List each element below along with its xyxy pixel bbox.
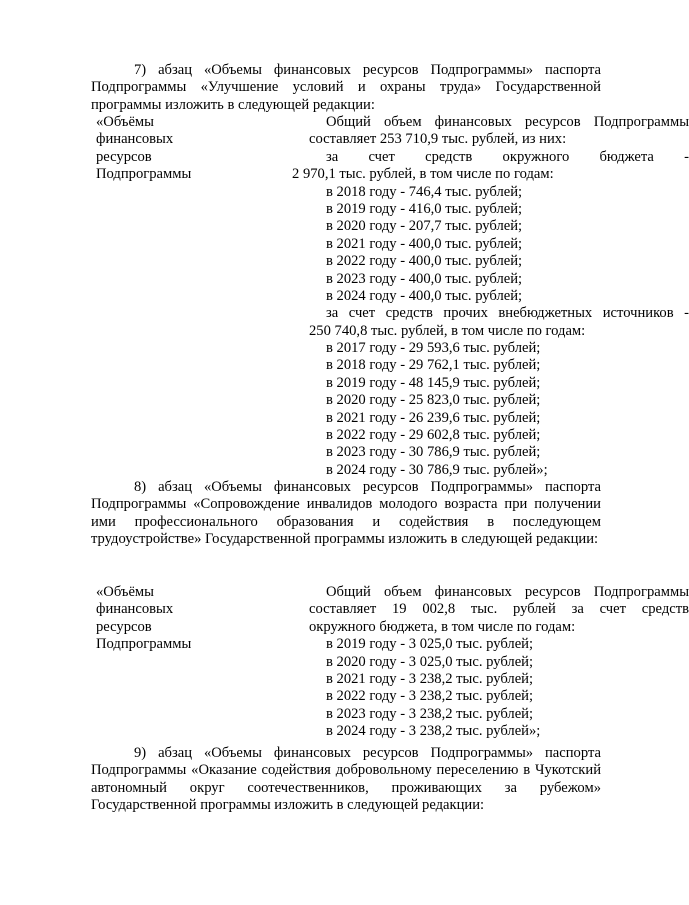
table7-line: в 2024 году - 30 786,9 тыс. рублей»;: [326, 461, 548, 478]
table7-line: в 2021 году - 400,0 тыс. рублей;: [326, 235, 523, 252]
paragraph-9: [91, 745, 601, 815]
table7-line: в 2017 году - 29 593,6 тыс. рублей;: [326, 340, 541, 357]
table7-line: в 2020 году - 207,7 тыс. рублей;: [326, 218, 523, 235]
table7-label-line: «Объёмы: [96, 114, 154, 130]
paragraph-8-text: 8) абзац «Объемы финансовых ресурсов Подпрограммы» паспорта Подпрограммы «Сопровождение инвалидов молодого возраста при получении ими профессионального образования и содействия в последующем трудоустройстве» Государственной программы изложить в следующей редакции:: [91, 479, 601, 548]
table7-line: Общий объем финансовых ресурсов Подпрограммы: [326, 114, 689, 130]
table7-line: в 2018 году - 29 762,1 тыс. рублей;: [326, 357, 541, 374]
table8-line: в 2019 году - 3 025,0 тыс. рублей;: [326, 636, 534, 653]
table8-line: в 2023 году - 3 238,2 тыс. рублей;: [326, 705, 534, 722]
table7-line: составляет 253 710,9 тыс. рублей, из них:: [309, 131, 567, 148]
table7-line: 2 970,1 тыс. рублей, в том числе по годам:: [292, 166, 554, 183]
table8-line: в 2020 году - 3 025,0 тыс. рублей;: [326, 653, 534, 670]
financing-table-7: [91, 114, 689, 479]
table7-line: за счет средств окружного бюджета -: [326, 148, 689, 165]
table7-line: в 2022 году - 29 602,8 тыс. рублей;: [326, 427, 541, 444]
table8-line: в 2021 году - 3 238,2 тыс. рублей;: [326, 670, 534, 687]
paragraph-8: [91, 479, 601, 549]
table7-line: в 2018 году - 746,4 тыс. рублей;: [326, 183, 523, 200]
table8-line: Общий объем финансовых ресурсов Подпрограммы: [326, 584, 689, 600]
table8-line: составляет 19 002,8 тыс. рублей за счет средств: [309, 601, 689, 618]
table7-line: в 2022 году - 400,0 тыс. рублей;: [326, 253, 523, 270]
paragraph-9-text: 9) абзац «Объемы финансовых ресурсов Подпрограммы» паспорта Подпрограммы «Оказание содействия добровольному переселению в Чукотский автономный округ соотечественников, проживающих за рубежом» Государственной программы изложить в следующей редакции:: [91, 745, 601, 814]
table8-label-line: «Объёмы: [96, 584, 154, 600]
table8-label-line: Подпрограммы: [96, 636, 192, 653]
table7-line: в 2021 году - 26 239,6 тыс. рублей;: [326, 409, 541, 426]
table7-line: в 2023 году - 30 786,9 тыс. рублей;: [326, 444, 541, 461]
table8-line: в 2022 году - 3 238,2 тыс. рублей;: [326, 688, 534, 705]
table7-line: за счет средств прочих внебюджетных источников -: [326, 305, 689, 322]
financing-table-8: [91, 584, 689, 741]
table8-label-line: финансовых: [96, 601, 174, 618]
table8-line: в 2024 году - 3 238,2 тыс. рублей»;: [326, 723, 541, 740]
table7-label-line: Подпрограммы: [96, 166, 192, 183]
table7-line: 250 740,8 тыс. рублей, в том числе по годам:: [309, 322, 586, 339]
table7-label-line: финансовых: [96, 131, 174, 148]
table7-line: в 2019 году - 416,0 тыс. рублей;: [326, 200, 523, 217]
paragraph-7: [91, 62, 601, 114]
table7-line: в 2020 году - 25 823,0 тыс. рублей;: [326, 392, 541, 409]
table8-label-line: ресурсов: [96, 618, 152, 635]
paragraph-7-text: 7) абзац «Объемы финансовых ресурсов Подпрограммы» паспорта Подпрограммы «Улучшение условий и охраны труда» Государственной программы изложить в следующей редакции:: [91, 62, 601, 113]
table7-line: в 2019 году - 48 145,9 тыс. рублей;: [326, 374, 541, 391]
table8-line: окружного бюджета, в том числе по годам:: [309, 618, 576, 635]
table7-line: в 2024 году - 400,0 тыс. рублей;: [326, 287, 523, 304]
table7-line: в 2023 году - 400,0 тыс. рублей;: [326, 270, 523, 287]
table7-label-line: ресурсов: [96, 148, 152, 165]
